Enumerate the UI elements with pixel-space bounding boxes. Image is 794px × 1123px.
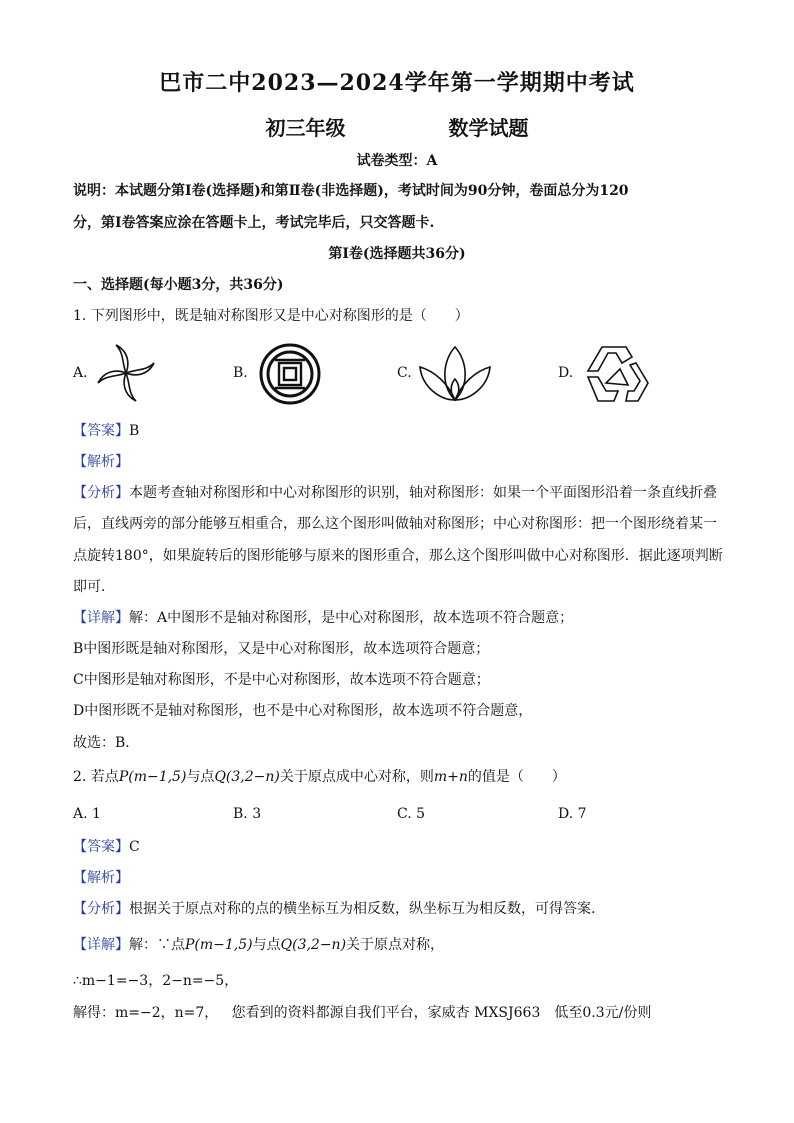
point-q: Q(3,2−n) (214, 769, 280, 785)
q2-stem-end: 的值是（ ） (467, 769, 566, 785)
detail-head: 【详解】 (73, 937, 129, 953)
answer-tag: 【答案】 (73, 839, 129, 855)
point-q: Q(3,2−n) (280, 937, 347, 953)
point-p: P(m−1,5) (185, 937, 253, 953)
recycle-figure-icon (584, 345, 650, 403)
q2-answer (73, 837, 140, 857)
q2-analysis (73, 899, 595, 919)
detail-post: 关于原点对称， (346, 937, 445, 953)
analysis-text: 本题考查轴对称图形和中心对称图形的识别，轴对称图形：如果一个平面图形沿着一条直线折叠 (129, 485, 717, 501)
q2-answer-value: C (129, 839, 140, 855)
expression: m+n (433, 769, 468, 785)
coin-figure-icon (259, 343, 321, 405)
q1-detail-line-1 (73, 608, 573, 628)
q1-detail-line-2: B中图形既是轴对称图形，又是中心对称图形，故本选项符合题意； (73, 641, 490, 657)
q2-option-d: D. 7 (558, 806, 587, 822)
lotus-figure-icon (418, 345, 492, 403)
q2-detail (73, 935, 444, 955)
detail-mid: 与点 (252, 937, 281, 953)
exam-title: 巴市二中2023—2024学年第一学期期中考试 (159, 70, 635, 96)
q2-solve-line (73, 1003, 651, 1023)
q1-detail-line-3: C中图形是轴对称图形，不是中心对称图形，故本选项不符合题意； (73, 672, 490, 688)
detail-pre: 解：∵点 (129, 937, 185, 953)
q1-analysis-line-1 (73, 483, 717, 503)
q1-analysis-line-2: 后，直线两旁的部分能够互相重合，那么这个图形叫做轴对称图形；中心对称图形：把一个图形绕着某一 (73, 516, 717, 532)
q2-stem-pre: 2. 若点 (73, 769, 119, 785)
q1-answer (73, 421, 139, 441)
q1-analysis-line-4: 即可． (73, 579, 115, 595)
q1-option-b-label: B. (233, 365, 248, 381)
pinwheel-figure-icon (95, 342, 157, 404)
analysis-text: 根据关于原点对称的点的横坐标互为相反数，纵坐标互为相反数，可得答案. (129, 901, 596, 917)
q2-equation-line: ∴m−1=−3，2−n=−5， (73, 973, 239, 989)
q2-stem (73, 767, 566, 787)
q1-detail-line-5: 故选：B． (73, 735, 140, 751)
q2-option-b: B. 3 (233, 806, 262, 822)
part1-title: 一、选择题(每小题3分，共36分) (73, 277, 284, 293)
q2-stem-post: 关于原点成中心对称，则 (279, 769, 434, 785)
q2-option-a: A. 1 (73, 806, 101, 822)
section-title: 第Ⅰ卷(选择题共36分) (328, 246, 466, 262)
q1-analysis-line-3: 点旋转180°，如果旋转后的图形能够与原来的图形重合，那么这个图形叫做中心对称图形．据此逐项判断 (73, 548, 723, 564)
paper-type: 试卷类型：A (356, 153, 438, 169)
q1-option-a-label: A. (73, 365, 88, 381)
q2-option-c: C. 5 (397, 806, 426, 822)
q1-analysis-tag: 【解析】 (73, 454, 129, 470)
instructions-line-2: 分，第Ⅰ卷答案应涂在答题卡上，考试完毕后，只交答题卡. (73, 215, 435, 231)
q1-stem: 1. 下列图形中，既是轴对称图形又是中心对称图形的是（ ） (73, 308, 469, 324)
instructions-line-1: 说明：本试题分第Ⅰ卷(选择题)和第Ⅱ卷(非选择题)，考试时间为90分钟，卷面总分为120 (73, 183, 629, 199)
q1-option-c-label: C. (397, 365, 412, 381)
q2-stem-mid: 与点 (186, 769, 215, 785)
q1-answer-value: B (129, 423, 140, 439)
answer-tag: 【答案】 (73, 423, 129, 439)
q1-detail-line-4: D中图形既不是轴对称图形，也不是中心对称图形，故本选项不符合题意， (73, 703, 533, 719)
detail-head: 【详解】 (73, 610, 129, 626)
exam-subtitle (0, 112, 794, 141)
point-p: P(m−1,5) (118, 769, 187, 785)
q2-analysis-tag: 【解析】 (73, 870, 129, 886)
subject-label: 数学试题 (448, 116, 529, 140)
detail-text: 解：A中图形不是轴对称图形，是中心对称图形，故本选项不符合题意； (129, 610, 574, 626)
solve-text: 解得：m=−2，n=7， (73, 1005, 219, 1021)
analysis-head: 【分析】 (73, 901, 129, 917)
q1-option-d-label: D. (558, 365, 574, 381)
ad-text: 您看到的资料都源自我们平台，家威杏 MXSJ663 低至0.3元/份则 (231, 1005, 652, 1021)
grade-label: 初三年级 (265, 116, 346, 140)
analysis-head: 【分析】 (73, 485, 129, 501)
